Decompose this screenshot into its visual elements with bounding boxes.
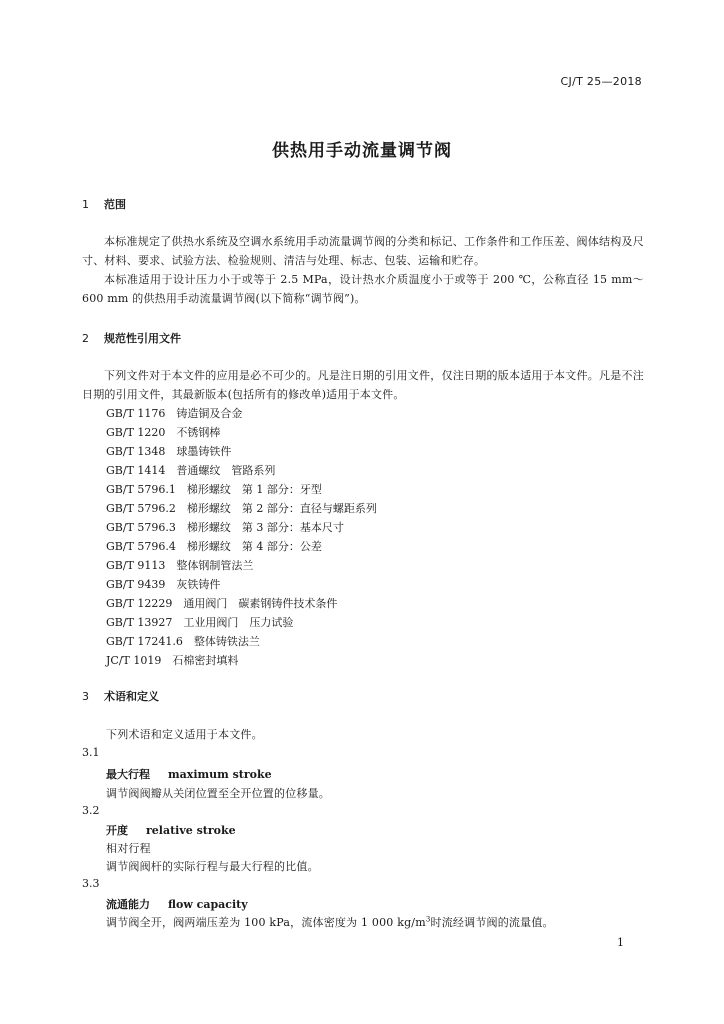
term-en: relative stroke <box>146 824 236 837</box>
section-heading-scope <box>82 196 126 212</box>
section-number: 1 <box>82 198 89 211</box>
reference-item: GB/T 9113 整体钢制管法兰 <box>106 559 254 572</box>
term-entry <box>106 822 236 838</box>
term-zh: 开度 <box>106 824 128 837</box>
term-entry <box>106 896 248 912</box>
reference-item: GB/T 17241.6 整体铸铁法兰 <box>106 635 260 648</box>
reference-item: GB/T 1348 球墨铸铁件 <box>106 445 232 458</box>
reference-list <box>106 404 377 670</box>
reference-item: JC/T 1019 石棉密封填料 <box>106 654 239 667</box>
term-zh: 最大行程 <box>106 768 150 781</box>
reference-item: GB/T 1414 普通螺纹 管路系列 <box>106 464 276 477</box>
reference-item: GB/T 5796.2 梯形螺纹 第 2 部分：直径与螺距系列 <box>106 502 377 515</box>
term-alias: 相对行程 <box>106 842 151 855</box>
references-intro: 下列文件对于本文件的应用是必不可少的。凡是注日期的引用文件，仅注日期的版本适用于本文件。凡是不注日期的引用文件，其最新版本(包括所有的修改单)适用于本文件。 <box>82 369 644 401</box>
reference-item: GB/T 13927 工业用阀门 压力试验 <box>106 616 294 629</box>
section-number: 3 <box>82 690 89 703</box>
superscript: 3 <box>425 915 431 924</box>
reference-item: GB/T 5796.3 梯形螺纹 第 3 部分：基本尺寸 <box>106 521 344 534</box>
standard-code: CJ/T 25—2018 <box>560 75 642 88</box>
reference-item: GB/T 1176 铸造铜及合金 <box>106 407 243 420</box>
definition-text: 时流经调节阀的流量值。 <box>430 916 554 929</box>
reference-item: GB/T 1220 不锈钢棒 <box>106 426 221 439</box>
document-title: 供热用手动流量调节阀 <box>272 141 452 161</box>
scope-paragraph-2: 本标准适用于设计压力小于或等于 2.5 MPa，设计热水介质温度小于或等于 200 ℃，公称直径 15 mm～600 mm 的供热用手动流量调节阀(以下简称“调节阀”)。 <box>82 273 644 305</box>
term-definition: 调节阀阀杆的实际行程与最大行程的比值。 <box>106 860 319 873</box>
term-entry <box>106 766 272 782</box>
term-en: flow capacity <box>168 898 248 911</box>
term-zh: 流通能力 <box>106 898 150 911</box>
terms-intro: 下列术语和定义适用于本文件。 <box>106 728 263 741</box>
scope-paragraph-1: 本标准规定了供热水系统及空调水系统用手动流量调节阀的分类和标记、工作条件和工作压差、阀体结构及尺寸、材料、要求、试验方法、检验规则、清洁与处理、标志、包装、运输和贮存。 <box>82 235 644 267</box>
clause-number: 3.3 <box>82 877 100 890</box>
section-number: 2 <box>82 332 89 345</box>
term-definition: 调节阀阀瓣从关闭位置至全开位置的位移量。 <box>106 787 330 800</box>
section-title: 术语和定义 <box>104 690 159 703</box>
reference-item: GB/T 5796.4 梯形螺纹 第 4 部分：公差 <box>106 540 322 553</box>
section-heading-terms <box>82 688 159 704</box>
reference-item: GB/T 5796.1 梯形螺纹 第 1 部分：牙型 <box>106 483 322 496</box>
clause-number: 3.1 <box>82 746 100 759</box>
term-en: maximum stroke <box>168 768 272 781</box>
definition-text: 调节阀全开，阀两端压差为 100 kPa，流体密度为 1 000 kg/m <box>106 916 426 929</box>
reference-item: GB/T 9439 灰铁铸件 <box>106 578 221 591</box>
reference-item: GB/T 12229 通用阀门 碳素钢铸件技术条件 <box>106 597 338 610</box>
page-number: 1 <box>617 936 624 949</box>
section-heading-normative-references <box>82 330 181 346</box>
term-definition <box>106 914 554 930</box>
section-title: 范围 <box>104 198 126 211</box>
clause-number: 3.2 <box>82 804 100 817</box>
section-title: 规范性引用文件 <box>104 332 181 345</box>
